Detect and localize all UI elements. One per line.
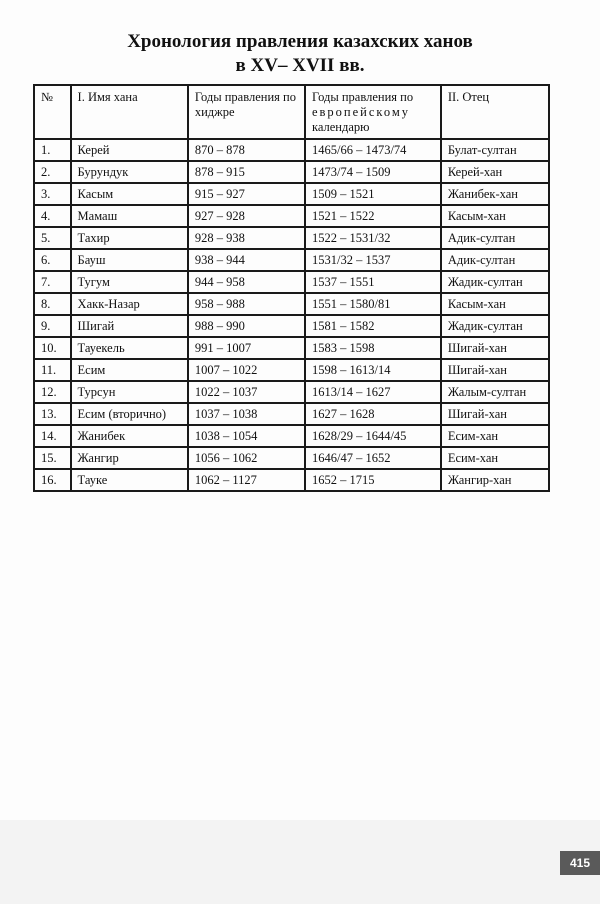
table-row xyxy=(34,161,549,183)
page-number: 415 xyxy=(560,851,600,875)
khan-name-cell: Хакк-Назар xyxy=(71,293,188,315)
khan-name-cell: Керей xyxy=(71,139,188,161)
gregorian-years-cell: 1465/66 – 1473/74 xyxy=(305,139,441,161)
table-row xyxy=(34,469,549,491)
khan-name-cell: Жанибек xyxy=(71,425,188,447)
hijra-years-cell: 958 – 988 xyxy=(188,293,305,315)
gregorian-years-cell: 1537 – 1551 xyxy=(305,271,441,293)
row-number-cell: 14. xyxy=(34,425,71,447)
khan-name-cell: Бурундук xyxy=(71,161,188,183)
khan-name-cell: Есим (вторично) xyxy=(71,403,188,425)
table-row xyxy=(34,293,549,315)
table-row xyxy=(34,403,549,425)
header-gregorian-years xyxy=(305,85,441,139)
khans-chronology-table xyxy=(33,84,550,492)
father-cell: Касым-хан xyxy=(441,205,549,227)
gregorian-years-cell: 1551 – 1580/81 xyxy=(305,293,441,315)
khan-name-cell: Жангир xyxy=(71,447,188,469)
hijra-years-cell: 1056 – 1062 xyxy=(188,447,305,469)
father-cell: Адик-султан xyxy=(441,249,549,271)
khan-name-cell: Турсун xyxy=(71,381,188,403)
hijra-years-cell: 944 – 958 xyxy=(188,271,305,293)
father-cell: Адик-султан xyxy=(441,227,549,249)
header-gregorian-line1: Годы правления по xyxy=(311,90,414,104)
hijra-years-cell: 878 – 915 xyxy=(188,161,305,183)
khan-name-cell: Тугум xyxy=(71,271,188,293)
father-cell: Жангир-хан xyxy=(441,469,549,491)
khan-name-cell: Мамаш xyxy=(71,205,188,227)
gregorian-years-cell: 1627 – 1628 xyxy=(305,403,441,425)
table-row xyxy=(34,381,549,403)
gregorian-years-cell: 1521 – 1522 xyxy=(305,205,441,227)
father-cell: Шигай-хан xyxy=(441,359,549,381)
header-hijra-years: Годы правления по хиджре xyxy=(188,85,305,139)
row-number-cell: 11. xyxy=(34,359,71,381)
father-cell: Шигай-хан xyxy=(441,337,549,359)
row-number-cell: 9. xyxy=(34,315,71,337)
father-cell: Керей-хан xyxy=(441,161,549,183)
header-father: II. Отец xyxy=(441,85,549,139)
table-row xyxy=(34,139,549,161)
row-number-cell: 4. xyxy=(34,205,71,227)
table-body xyxy=(34,139,549,491)
gregorian-years-cell: 1473/74 – 1509 xyxy=(305,161,441,183)
row-number-cell: 2. xyxy=(34,161,71,183)
hijra-years-cell: 1022 – 1037 xyxy=(188,381,305,403)
hijra-years-cell: 988 – 990 xyxy=(188,315,305,337)
table-header xyxy=(34,85,549,139)
table-row xyxy=(34,337,549,359)
table-row xyxy=(34,359,549,381)
father-cell: Шигай-хан xyxy=(441,403,549,425)
page-subtitle: в XV– XVII вв. xyxy=(235,55,365,76)
row-number-cell: 12. xyxy=(34,381,71,403)
hijra-years-cell: 1062 – 1127 xyxy=(188,469,305,491)
hijra-years-cell: 870 – 878 xyxy=(188,139,305,161)
hijra-years-cell: 991 – 1007 xyxy=(188,337,305,359)
row-number-cell: 13. xyxy=(34,403,71,425)
table-row xyxy=(34,425,549,447)
gregorian-years-cell: 1613/14 – 1627 xyxy=(305,381,441,403)
father-cell: Жадик-султан xyxy=(441,315,549,337)
gregorian-years-cell: 1581 – 1582 xyxy=(305,315,441,337)
row-number-cell: 15. xyxy=(34,447,71,469)
hijra-years-cell: 1038 – 1054 xyxy=(188,425,305,447)
row-number-cell: 1. xyxy=(34,139,71,161)
hijra-years-cell: 928 – 938 xyxy=(188,227,305,249)
gregorian-years-cell: 1509 – 1521 xyxy=(305,183,441,205)
father-cell: Касым-хан xyxy=(441,293,549,315)
row-number-cell: 7. xyxy=(34,271,71,293)
table-row xyxy=(34,183,549,205)
row-number-cell: 6. xyxy=(34,249,71,271)
father-cell: Жадик-султан xyxy=(441,271,549,293)
table-row xyxy=(34,205,549,227)
hijra-years-cell: 915 – 927 xyxy=(188,183,305,205)
table-row xyxy=(34,315,549,337)
gregorian-years-cell: 1598 – 1613/14 xyxy=(305,359,441,381)
hijra-years-cell: 927 – 928 xyxy=(188,205,305,227)
page-title: Хронология правления казахских ханов xyxy=(127,31,473,52)
gregorian-years-cell: 1652 – 1715 xyxy=(305,469,441,491)
khan-name-cell: Шигай xyxy=(71,315,188,337)
father-cell: Булат-султан xyxy=(441,139,549,161)
row-number-cell: 10. xyxy=(34,337,71,359)
father-cell: Жанибек-хан xyxy=(441,183,549,205)
header-number: № xyxy=(34,85,71,139)
khan-name-cell: Бауш xyxy=(71,249,188,271)
khan-name-cell: Тауекель xyxy=(71,337,188,359)
khan-name-cell: Тахир xyxy=(71,227,188,249)
gregorian-years-cell: 1628/29 – 1644/45 xyxy=(305,425,441,447)
gregorian-years-cell: 1646/47 – 1652 xyxy=(305,447,441,469)
gregorian-years-cell: 1531/32 – 1537 xyxy=(305,249,441,271)
father-cell: Жалым-султан xyxy=(441,381,549,403)
khan-name-cell: Есим xyxy=(71,359,188,381)
gregorian-years-cell: 1583 – 1598 xyxy=(305,337,441,359)
gregorian-years-cell: 1522 – 1531/32 xyxy=(305,227,441,249)
hijra-years-cell: 1007 – 1022 xyxy=(188,359,305,381)
table-row xyxy=(34,271,549,293)
row-number-cell: 5. xyxy=(34,227,71,249)
table-row xyxy=(34,227,549,249)
father-cell: Есим-хан xyxy=(441,425,549,447)
header-gregorian-line2: европейскому xyxy=(311,105,411,119)
table-row xyxy=(34,447,549,469)
table-header-row xyxy=(34,85,549,139)
row-number-cell: 16. xyxy=(34,469,71,491)
father-cell: Есим-хан xyxy=(441,447,549,469)
khan-name-cell: Касым xyxy=(71,183,188,205)
row-number-cell: 8. xyxy=(34,293,71,315)
table-row xyxy=(34,249,549,271)
header-gregorian-line3: календарю xyxy=(311,120,370,134)
hijra-years-cell: 1037 – 1038 xyxy=(188,403,305,425)
hijra-years-cell: 938 – 944 xyxy=(188,249,305,271)
row-number-cell: 3. xyxy=(34,183,71,205)
page-footer-band xyxy=(0,820,600,904)
header-khan-name: I. Имя хана xyxy=(71,85,188,139)
khan-name-cell: Тауке xyxy=(71,469,188,491)
